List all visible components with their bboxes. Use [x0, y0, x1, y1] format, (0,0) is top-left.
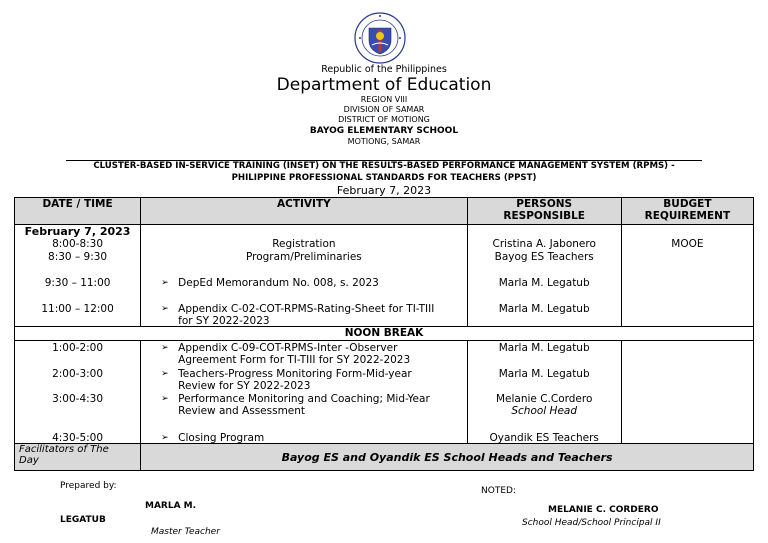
bullet-arrow-icon: ➢	[161, 304, 169, 314]
document-title-line1: CLUSTER-BASED IN-SERVICE TRAINING (INSET) ON THE RESULTS-BASED PERFORMANCE MANAGEMENT SYSTEM (RPMS) -	[93, 161, 675, 171]
activity-text: Teachers-Progress Monitoring Form-Mid-year	[178, 368, 412, 380]
noted-role: School Head/School Principal II	[522, 518, 661, 528]
deped-seal-logo	[354, 12, 406, 64]
person-name: Cristina A. Jabonero	[492, 238, 596, 250]
bullet-arrow-icon: ➢	[161, 343, 169, 353]
activity-text: Closing Program	[178, 432, 265, 444]
division-text: DIVISION OF SAMAR	[343, 105, 425, 114]
budget-value: MOOE	[671, 238, 704, 250]
bullet-arrow-icon: ➢	[161, 278, 169, 288]
time-slot: 4:30-5:00	[52, 432, 104, 444]
person-name: Marla M. Legatub	[498, 277, 590, 289]
person-name: Melanie C.Cordero	[495, 393, 593, 405]
header-persons	[467, 198, 621, 225]
morning-time-cell	[15, 225, 141, 327]
prepared-name: MARLA M.	[145, 501, 197, 511]
document-date: February 7, 2023	[336, 184, 432, 197]
activity-text: Review and Assessment	[178, 405, 306, 417]
afternoon-activity-cell	[141, 341, 467, 444]
republic-text: Republic of the Philippines	[321, 64, 447, 75]
afternoon-budget-cell	[621, 341, 753, 444]
bullet-arrow-icon: ➢	[161, 369, 169, 379]
noted-label: NOTED:	[481, 486, 516, 496]
header-persons-line1: PERSONS	[516, 198, 573, 210]
morning-persons-cell	[467, 225, 621, 327]
person-name: Marla M. Legatub	[498, 368, 590, 380]
noon-break-row	[15, 327, 754, 341]
activity-text: Performance Monitoring and Coaching; Mid-Year	[178, 393, 430, 405]
afternoon-persons-cell	[467, 341, 621, 444]
time-slot: 8:00-8:30	[52, 238, 104, 250]
header-activity: ACTIVITY	[141, 198, 467, 225]
schedule-table	[14, 197, 754, 471]
header-budget-line1: BUDGET	[663, 198, 712, 210]
person-name: Marla M. Legatub	[498, 303, 590, 315]
prepared-role: Master Teacher	[151, 527, 220, 537]
time-slot: 9:30 – 11:00	[44, 277, 111, 289]
facilitators-row	[15, 444, 754, 471]
time-slot: 3:00-4:30	[52, 393, 104, 405]
person-name: Oyandik ES Teachers	[489, 432, 599, 444]
table-header-row	[15, 198, 754, 225]
afternoon-time-cell	[15, 341, 141, 444]
region-text: REGION VIII	[360, 95, 408, 104]
document-title-line2: PHILIPPINE PROFESSIONAL STANDARDS FOR TEACHERS (PPST)	[231, 173, 537, 183]
table-row	[15, 341, 754, 444]
noon-break-label: NOON BREAK	[15, 327, 754, 341]
activity-text: Registration	[272, 238, 336, 250]
activity-text: Agreement Form for TI-TIII for SY 2022-2023	[178, 354, 411, 366]
activity-text: for SY 2022-2023	[178, 315, 270, 327]
time-slot: 2:00-3:00	[52, 368, 104, 380]
activity-text: DepEd Memorandum No. 008, s. 2023	[178, 277, 379, 289]
morning-date: February 7, 2023	[24, 225, 131, 238]
location-text: MOTIONG, SAMAR	[347, 137, 421, 146]
prepared-name-surname: LEGATUB	[60, 515, 106, 525]
activity-text: Program/Preliminaries	[245, 251, 362, 263]
person-name: Bayog ES Teachers	[494, 251, 594, 263]
prepared-by-label: Prepared by:	[60, 481, 117, 491]
activity-text: Appendix C-09-COT-RPMS-Inter -Observer	[178, 342, 398, 354]
time-slot: 11:00 – 12:00	[41, 303, 114, 315]
person-name: Marla M. Legatub	[498, 342, 590, 354]
facilitators-value: Bayog ES and Oyandik ES School Heads and Teachers	[141, 444, 754, 471]
time-slot: 1:00-2:00	[52, 342, 104, 354]
morning-activity-cell	[141, 225, 467, 327]
bullet-arrow-icon: ➢	[161, 433, 169, 443]
bullet-arrow-icon: ➢	[161, 394, 169, 404]
school-name: BAYOG ELEMENTARY SCHOOL	[309, 126, 459, 136]
header-budget	[621, 198, 753, 225]
header-date-time: DATE / TIME	[15, 198, 141, 225]
department-name: Department of Education	[276, 75, 492, 95]
morning-budget-cell	[621, 225, 753, 327]
person-role: School Head	[511, 405, 578, 417]
time-slot: 8:30 – 9:30	[48, 251, 108, 263]
facilitators-label-line1: Facilitators of The	[19, 444, 109, 455]
activity-text: Review for SY 2022-2023	[178, 380, 311, 392]
district-text: DISTRICT OF MOTIONG	[338, 115, 430, 124]
header-budget-line2: REQUIREMENT	[644, 210, 731, 222]
facilitators-label-line2: Day	[19, 455, 39, 466]
header-persons-line2: RESPONSIBLE	[503, 210, 585, 222]
table-row	[15, 225, 754, 327]
noted-name: MELANIE C. CORDERO	[548, 505, 659, 515]
activity-text: Appendix C-02-COT-RPMS-Rating-Sheet for TI-TIII	[178, 303, 435, 315]
facilitators-label	[15, 444, 141, 471]
